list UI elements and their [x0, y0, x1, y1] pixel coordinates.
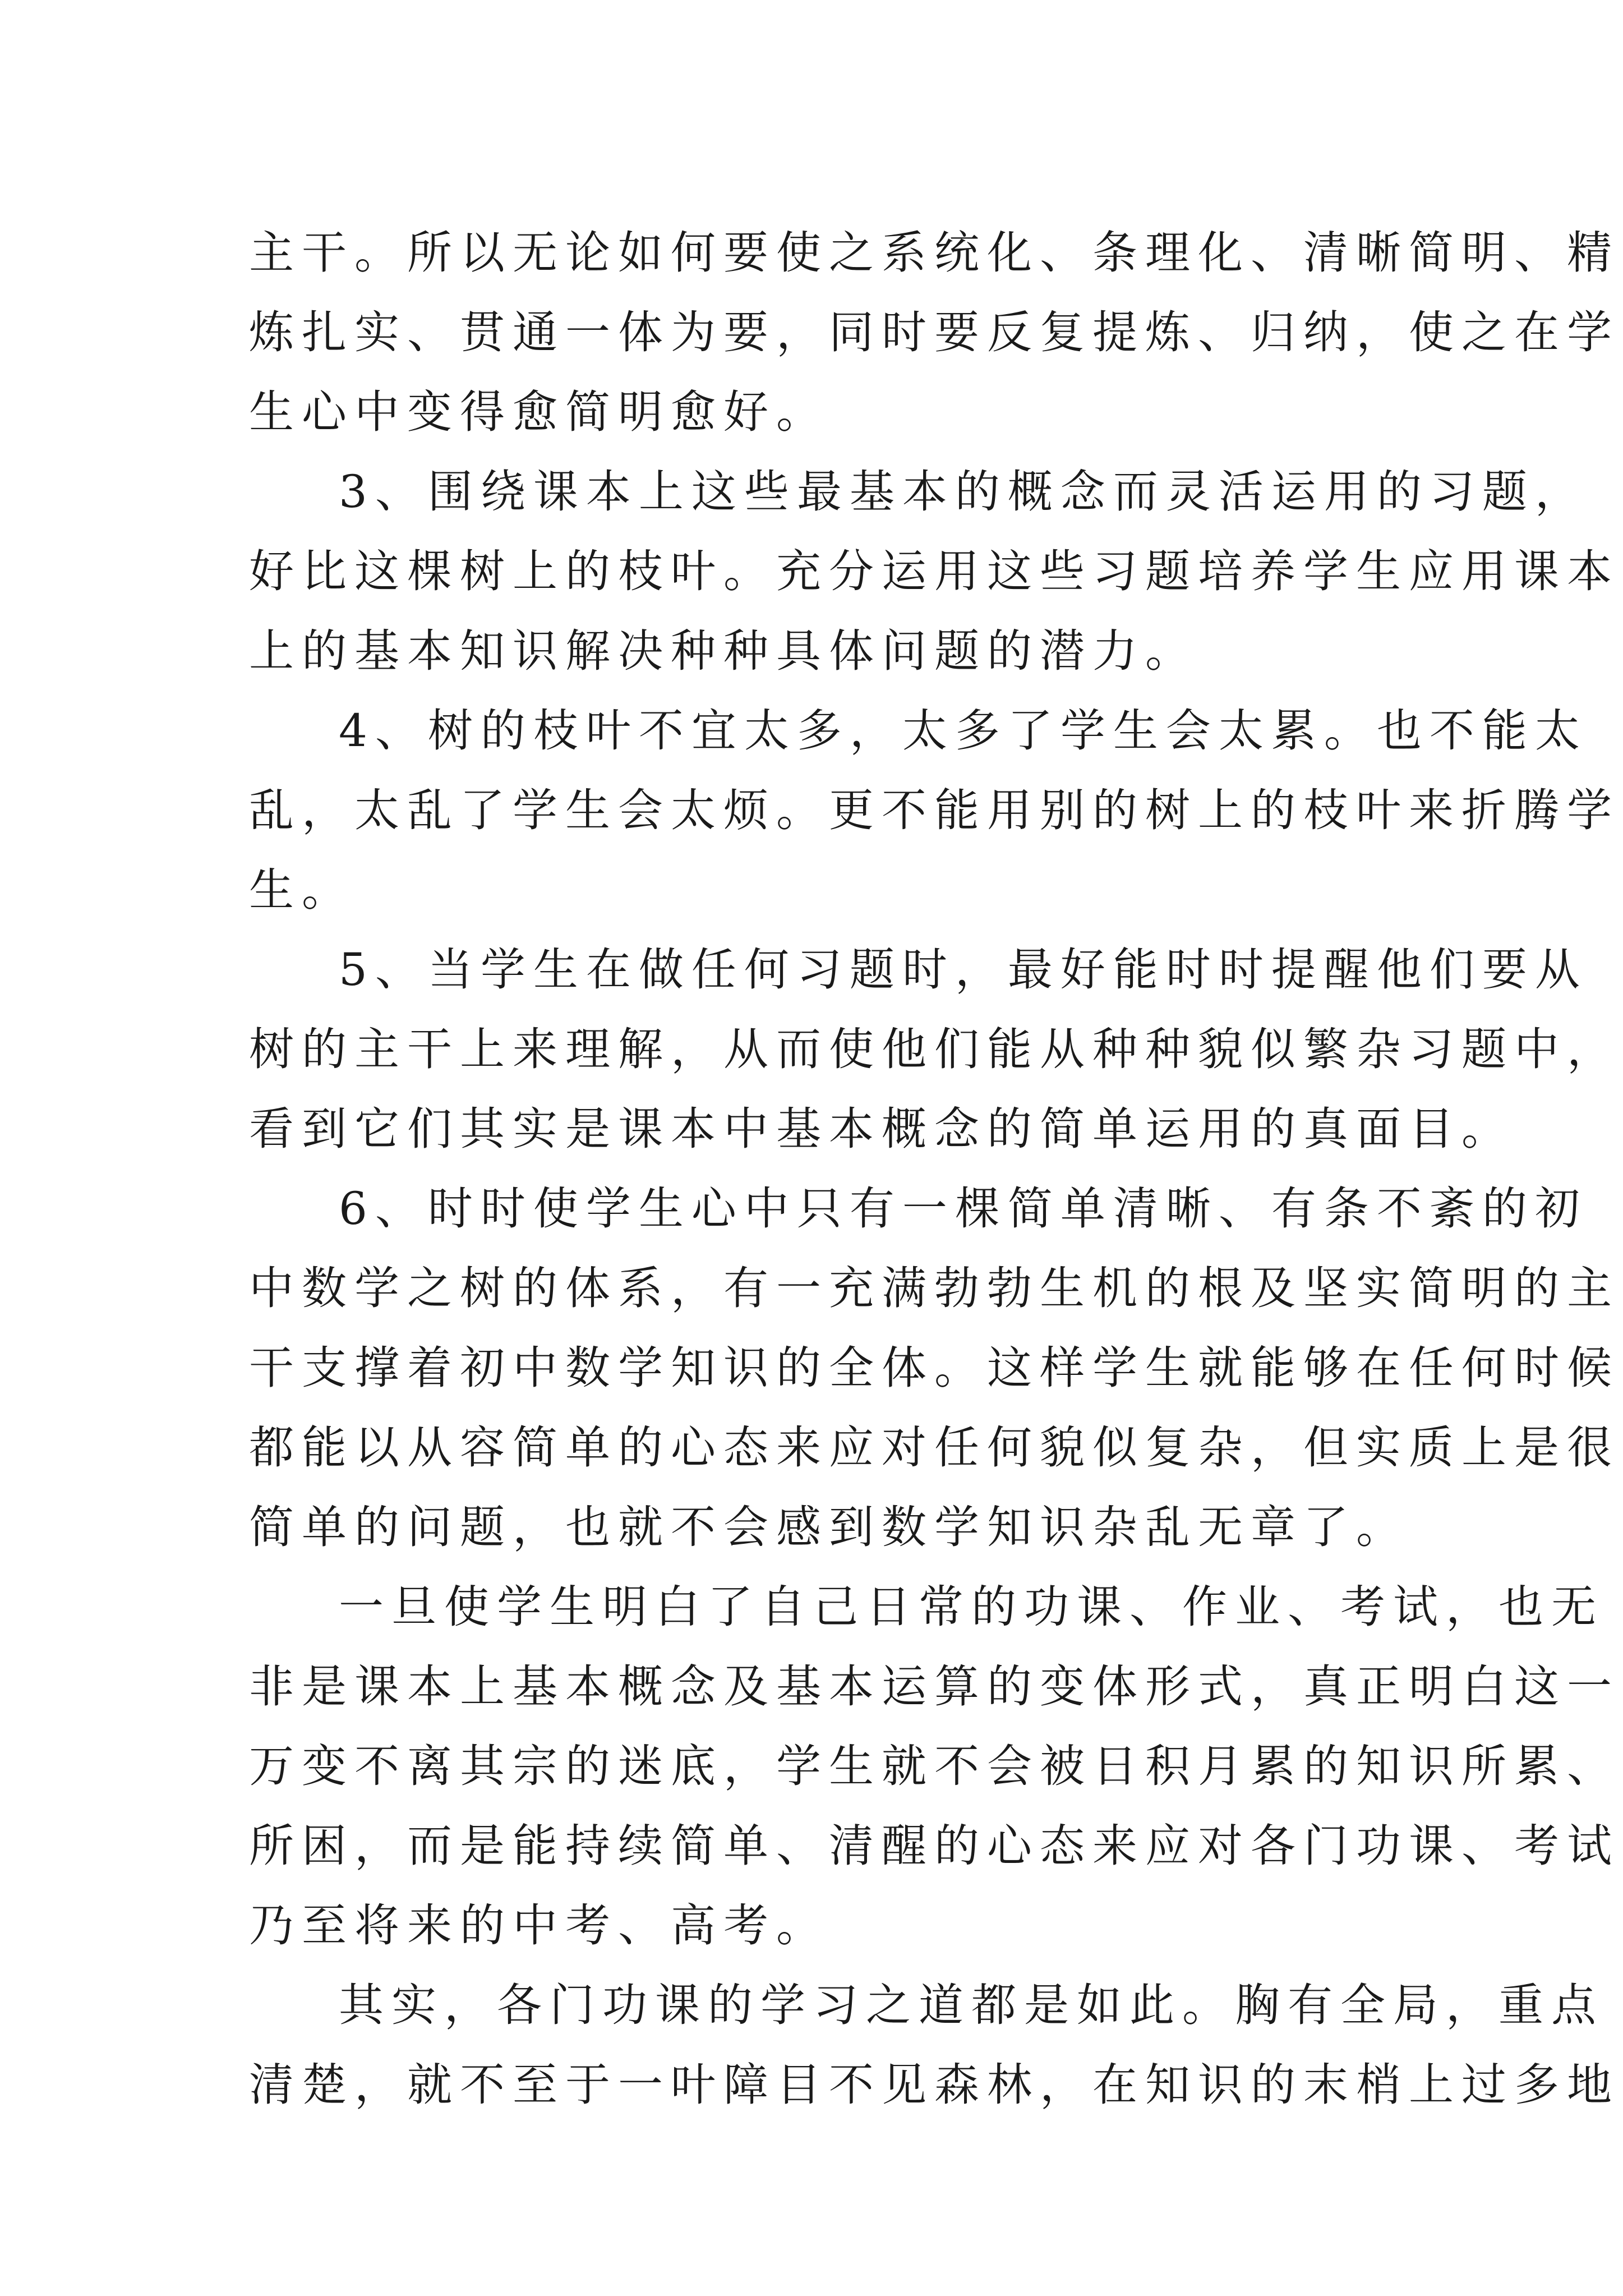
text-line: 乱，太乱了学生会太烦。更不能用别的树上的枝叶来折腾学: [249, 784, 1620, 836]
text-line: 万变不离其宗的迷底，学生就不会被日积月累的知识所累、: [249, 1740, 1620, 1792]
text-line: 简单的问题，也就不会感到数学知识杂乱无章了。: [249, 1501, 1409, 1553]
text-line: 乃至将来的中考、高考。: [249, 1899, 829, 1952]
paragraph-first-line: 5、当学生在做任何习题时，最好能时时提醒他们要从: [339, 944, 1588, 996]
text-line: 中数学之树的体系，有一充满勃勃生机的根及坚实简明的主: [249, 1262, 1620, 1314]
text-line: 生心中变得愈简明愈好。: [249, 386, 829, 438]
body-text: [249, 213, 1620, 2125]
paragraph-first-line: 3、围绕课本上这些最基本的概念而灵活运用的习题，: [339, 466, 1588, 518]
text-line: 生。: [249, 864, 354, 916]
text-line: 干支撑着初中数学知识的全体。这样学生就能够在任何时候: [249, 1342, 1620, 1394]
text-line: 好比这棵树上的枝叶。充分运用这些习题培养学生应用课本: [249, 545, 1620, 597]
paragraph-first-line: 6、时时使学生心中只有一棵简单清晰、有条不紊的初: [339, 1182, 1588, 1235]
paragraph-first-line: 4、树的枝叶不宜太多，太多了学生会太累。也不能太: [339, 705, 1588, 757]
text-line: 主干。所以无论如何要使之系统化、条理化、清晰简明、精: [249, 227, 1620, 279]
text-line: 所困，而是能持续简单、清醒的心态来应对各门功课、考试: [249, 1820, 1620, 1872]
paragraph-first-line: 其实，各门功课的学习之道都是如此。胸有全局，重点: [339, 1979, 1604, 2031]
text-line: 上的基本知识解决种种具体问题的潜力。: [249, 625, 1198, 677]
text-line: 炼扎实、贯通一体为要，同时要反复提炼、归纳，使之在学: [249, 306, 1620, 358]
text-line: 清楚，就不至于一叶障目不见森林，在知识的末梢上过多地: [249, 2059, 1620, 2111]
text-line: 看到它们其实是课本中基本概念的简单运用的真面目。: [249, 1103, 1514, 1155]
paragraph-first-line: 一旦使学生明白了自己日常的功课、作业、考试，也无: [339, 1581, 1604, 1633]
text-line: 都能以从容简单的心态来应对任何貌似复杂，但实质上是很: [249, 1421, 1620, 1474]
text-line: 非是课本上基本概念及基本运算的变体形式，真正明白这一: [249, 1660, 1620, 1713]
text-line: 树的主干上来理解，从而使他们能从种种貌似繁杂习题中，: [249, 1023, 1620, 1075]
